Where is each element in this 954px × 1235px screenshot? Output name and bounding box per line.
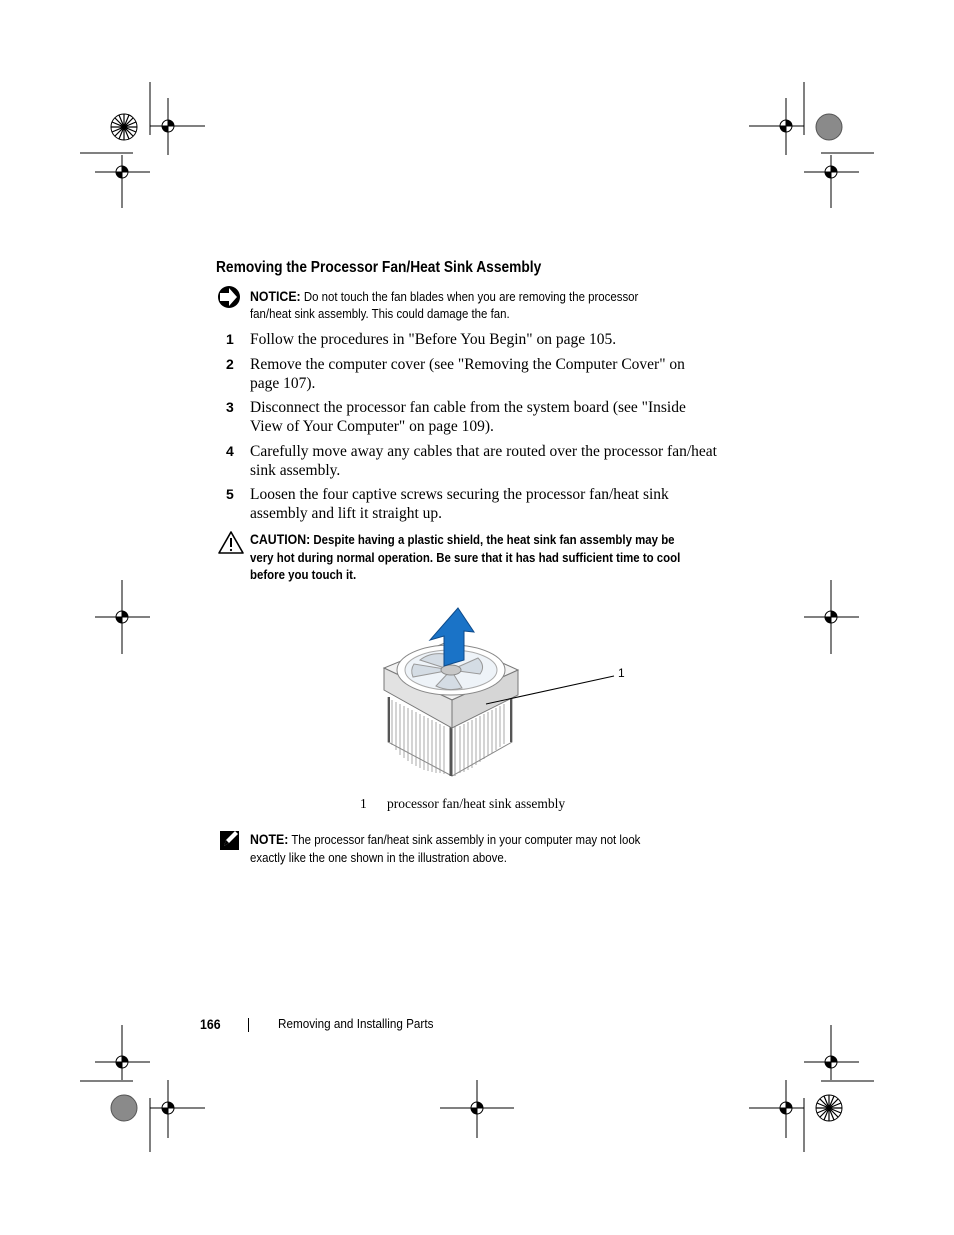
step-number: 3	[226, 399, 234, 415]
caution-line-1	[250, 531, 675, 548]
figure-callout-number: 1	[618, 666, 625, 680]
step-text: Follow the procedures in "Before You Begin" on page 105.	[250, 331, 617, 348]
step-text: View of Your Computer" on page 109).	[250, 418, 494, 435]
caution-text-1: Despite having a plastic shield, the heat sink fan assembly may be	[313, 532, 675, 547]
step-number: 1	[226, 331, 234, 347]
step-text: Loosen the four captive screws securing the processor fan/heat sink	[250, 486, 669, 503]
note-label: NOTE:	[250, 831, 289, 847]
caution-label: CAUTION:	[250, 531, 311, 547]
step-number: 4	[226, 443, 234, 459]
step-text: Disconnect the processor fan cable from the system board (see "Inside	[250, 399, 686, 416]
step-text: page 107).	[250, 375, 316, 392]
step-text: assembly and lift it straight up.	[250, 505, 443, 522]
note-line-1	[250, 831, 640, 848]
step-number: 5	[226, 486, 234, 502]
step-text: Remove the computer cover (see "Removing the Computer Cover" on	[250, 356, 685, 373]
caution-text-2: very hot during normal operation. Be sure that it has had sufficient time to cool	[250, 550, 681, 565]
step-text: sink assembly.	[250, 462, 341, 479]
caution-text-3: before you touch it.	[250, 567, 357, 582]
section-heading: Removing the Processor Fan/Heat Sink Assembly	[216, 259, 542, 276]
note-text-1: The processor fan/heat sink assembly in your computer may not look	[291, 832, 641, 847]
notice-text-2: fan/heat sink assembly. This could damage the fan.	[250, 306, 510, 321]
note-text-2: exactly like the one shown in the illustration above.	[250, 850, 507, 865]
step-number: 2	[226, 356, 234, 372]
footer-section-title: Removing and Installing Parts	[278, 1016, 434, 1031]
figure-caption-text: processor fan/heat sink assembly	[387, 796, 566, 811]
page-number: 166	[200, 1016, 221, 1032]
figure-caption-number: 1	[360, 796, 367, 811]
notice-text-1: Do not touch the fan blades when you are removing the processor	[303, 289, 639, 304]
step-text: Carefully move away any cables that are routed over the processor fan/heat	[250, 443, 717, 460]
notice-line-1	[250, 288, 638, 305]
notice-label: NOTICE:	[250, 288, 301, 304]
footer-separator	[248, 1018, 249, 1032]
